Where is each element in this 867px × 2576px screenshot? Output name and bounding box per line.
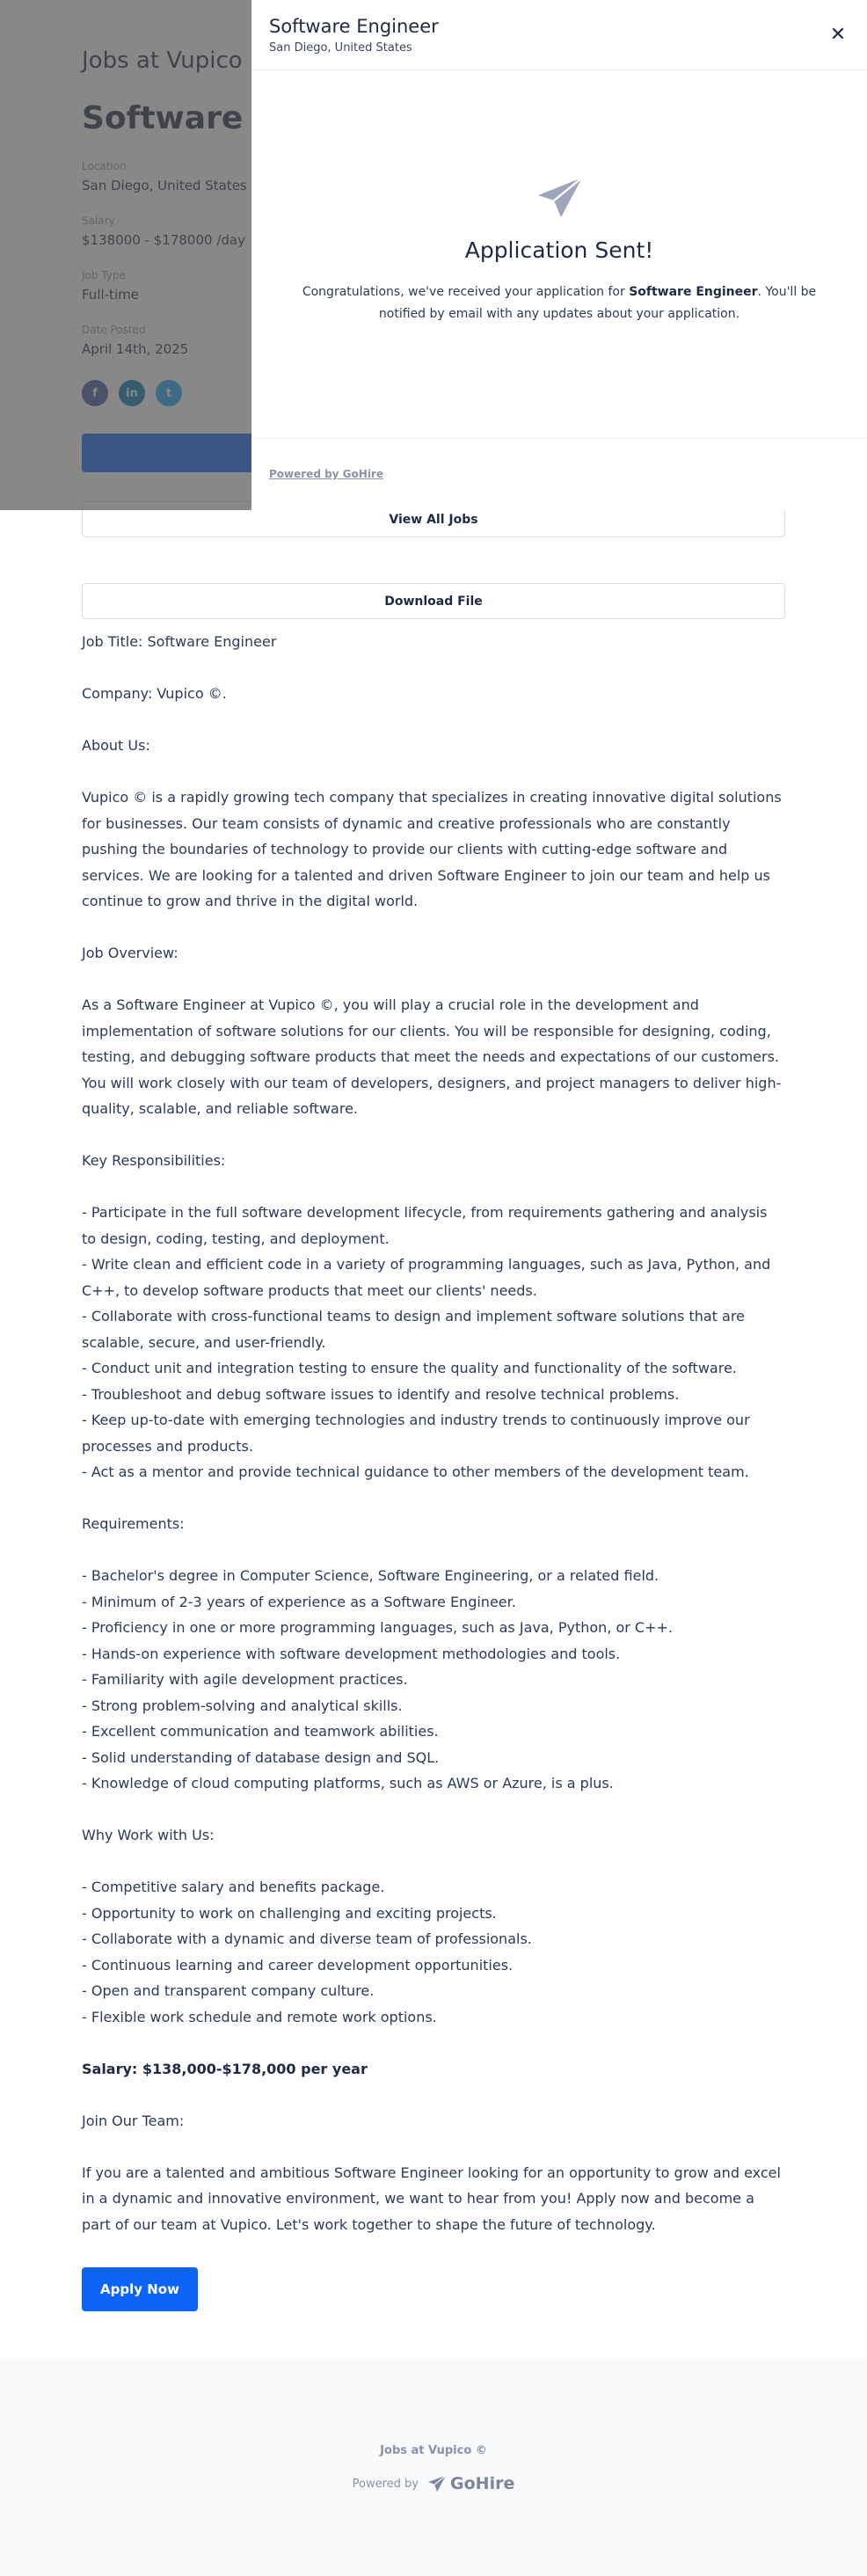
footer-powered-by[interactable] xyxy=(0,2474,867,2493)
gohire-logo-text: GoHire xyxy=(450,2474,515,2493)
powered-by-label: Powered by xyxy=(352,2477,419,2491)
download-file-button[interactable]: Download File xyxy=(82,583,785,619)
panel-divider xyxy=(251,438,867,439)
footer-title[interactable]: Jobs at Vupico © xyxy=(380,2444,487,2457)
desc-join-text: If you are a talented and ambitious Software Engineer looking for an opportunity to grow and excel in a dynamic and innovative environment, we want to hear from you! Apply now and become a part of our team at Vupico. Let's work together to shape the future of technology. xyxy=(82,2164,781,2233)
list-item: - Keep up-to-date with emerging technologies and industry trends to continuously improve our processes and products. xyxy=(82,1412,750,1455)
view-all-jobs-button[interactable]: View All Jobs xyxy=(82,501,785,537)
message-text-before: Congratulations, we've received your application for xyxy=(302,285,630,299)
panel-header xyxy=(251,0,867,70)
application-sent-message xyxy=(295,281,823,325)
desc-overview-text: As a Software Engineer at Vupico ©, you will play a crucial role in the development and implementation of software solutions for our clients. You will be responsible for designing, coding, testing, and debugging software products that meet the needs and expectations of our customers. You will work closely with our team of developers, designers, and project managers to deliver high-quality, scalable, and reliable software. xyxy=(82,996,782,1117)
list-item: - Hands-on experience with software development methodologies and tools. xyxy=(82,1645,621,1662)
list-item: - Knowledge of cloud computing platforms, such as AWS or Azure, is a plus. xyxy=(82,1775,614,1792)
powered-by-gohire-link[interactable]: Powered by GoHire xyxy=(269,468,383,480)
list-item: - Competitive salary and benefits package. xyxy=(82,1879,385,1895)
desc-salary: Salary: $138,000-$178,000 per year xyxy=(82,2060,368,2077)
list-item: - Troubleshoot and debug software issues to identify and resolve technical problems. xyxy=(82,1385,680,1403)
desc-company: Company: Vupico ©. xyxy=(82,685,227,702)
list-item: - Familiarity with agile development practices. xyxy=(82,1671,408,1688)
list-item: - Participate in the full software development lifecycle, from requirements gathering and analysis to design, coding, testing, and deployment. xyxy=(82,1204,768,1247)
list-item: - Opportunity to work on challenging and exciting projects. xyxy=(82,1904,497,1922)
application-sent-panel xyxy=(251,0,867,510)
desc-about-heading: About Us: xyxy=(82,737,150,754)
paper-plane-icon xyxy=(535,176,584,220)
list-item: - Bachelor's degree in Computer Science, Software Engineering, or a related field. xyxy=(82,1567,659,1584)
desc-requirements-heading: Requirements: xyxy=(82,1515,185,1532)
list-item: - Collaborate with cross-functional teams to design and implement software solutions that are scalable, secure, and user-friendly. xyxy=(82,1308,745,1351)
desc-why-heading: Why Work with Us: xyxy=(82,1827,215,1843)
list-item: - Continuous learning and career development opportunities. xyxy=(82,1956,514,1974)
desc-overview-heading: Job Overview: xyxy=(82,945,178,961)
footer xyxy=(0,2358,867,2576)
list-item: - Flexible work schedule and remote work options. xyxy=(82,2008,437,2025)
message-text-after: . You'll be notified by email with any updates about your application. xyxy=(378,285,817,321)
desc-responsibilities-heading: Key Responsibilities: xyxy=(82,1152,226,1169)
message-job-title: Software Engineer xyxy=(629,285,758,299)
paper-plane-icon xyxy=(427,2475,447,2492)
list-item: - Excellent communication and teamwork abilities. xyxy=(82,1723,439,1740)
list-item: - Open and transparent company culture. xyxy=(82,1982,375,1999)
list-item: - Write clean and efficient code in a variety of programming languages, such as Java, Python, and C++, to develop software products that meet our clients' needs. xyxy=(82,1256,771,1299)
list-item: - Solid understanding of database design and SQL. xyxy=(82,1748,440,1766)
gohire-logo xyxy=(427,2474,514,2493)
requirements-list xyxy=(82,1563,785,1797)
desc-job-title: Job Title: Software Engineer xyxy=(82,633,277,650)
desc-about-text: Vupico © is a rapidly growing tech company that specializes in creating innovative digital solutions for businesses. Our team consists of dynamic and creative professionals who are constantly pushing the boundaries of technology to provide our clients with cutting-edge software and services. We are looking for a talented and driven Software Engineer to join our team and help us continue to grow and thrive in the digital world. xyxy=(82,789,782,909)
application-sent-heading: Application Sent! xyxy=(464,237,654,263)
list-item: - Conduct unit and integration testing to ensure the quality and functionality of the software. xyxy=(82,1360,737,1376)
apply-now-button[interactable]: Apply Now xyxy=(82,2267,198,2311)
panel-subtitle: San Diego, United States xyxy=(269,41,412,55)
desc-join-heading: Join Our Team: xyxy=(82,2112,185,2129)
responsibilities-list xyxy=(82,1200,785,1485)
why-list xyxy=(82,1874,785,2030)
panel-title: Software Engineer xyxy=(269,16,439,37)
close-icon[interactable]: ✕ xyxy=(829,23,847,46)
list-item: - Act as a mentor and provide technical guidance to other members of the development team. xyxy=(82,1463,749,1480)
list-item: - Proficiency in one or more programming languages, such as Java, Python, or C++. xyxy=(82,1619,673,1636)
list-item: - Collaborate with a dynamic and diverse team of professionals. xyxy=(82,1930,532,1947)
list-item: - Strong problem-solving and analytical skills. xyxy=(82,1697,403,1714)
list-item: - Minimum of 2-3 years of experience as a Software Engineer. xyxy=(82,1593,516,1610)
job-description xyxy=(82,629,785,2264)
